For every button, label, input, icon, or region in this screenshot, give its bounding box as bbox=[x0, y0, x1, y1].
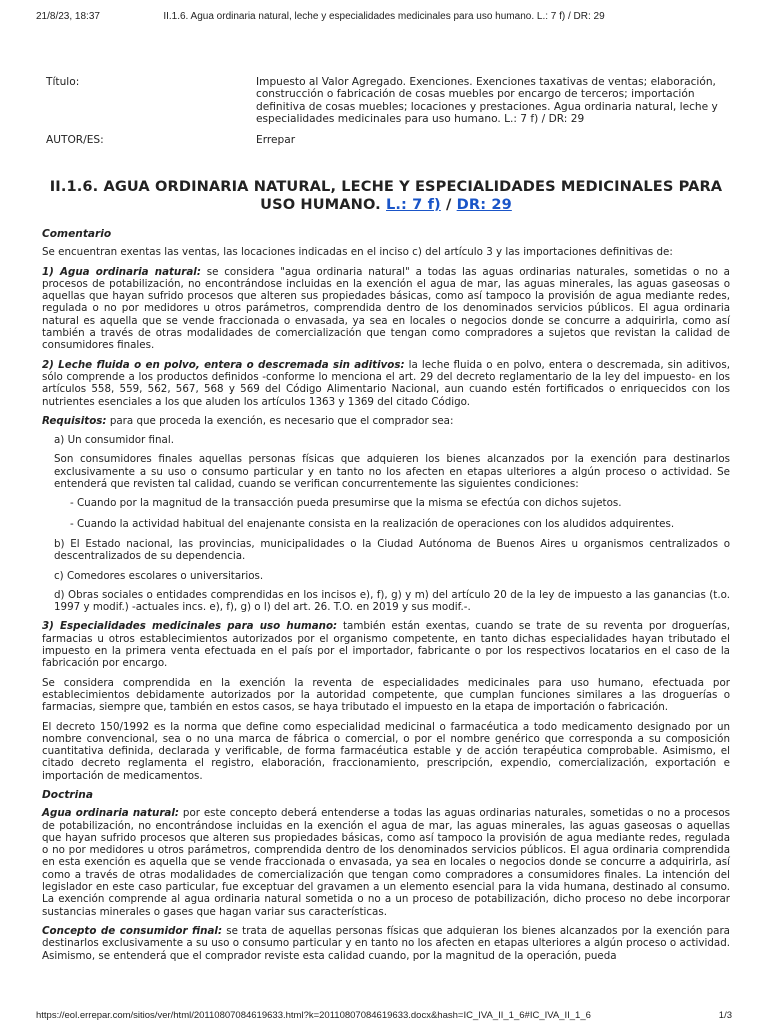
title-value: Impuesto al Valor Agregado. Exenciones. Exenciones taxativas de ventas; elaboración, construcción o fabricación de cosas muebles por encargo de terceros; importación definitiva de cosas muebles; locaciones y prestaciones. Agua ordinaria natural, leche y especialidades medicinales para uso humano. L.: 7 f) / DR: 29 bbox=[256, 76, 718, 126]
leche-lead: 2) Leche fluida o en polvo, entera o descremada sin aditivos: bbox=[42, 358, 405, 371]
print-title: II.1.6. Agua ordinaria natural, leche y especialidades medicinales para uso humano. L.: 7 f) / DR: 29 bbox=[163, 11, 605, 22]
heading-separator: / bbox=[446, 196, 452, 213]
especialidades-paragraph bbox=[42, 620, 730, 669]
leche-paragraph bbox=[42, 359, 730, 408]
author-row bbox=[46, 134, 726, 146]
consumidor-final-lead: Concepto de consumidor final: bbox=[42, 924, 223, 937]
consumidor-final-text: se trata de aquellas personas físicas que adquieran los bienes alcanzados por la exención para destinarlos exclusivamente a su uso o consumo particular y en tanto no los afecten en etapas ulteriores a algún proceso o actividad. Asimismo, se entenderá que el comprador reviste esta calidad cuando, por la magnitud de la operación, pueda bbox=[42, 924, 730, 962]
doctrina-agua-lead: Agua ordinaria natural: bbox=[42, 807, 180, 820]
page-number: 1/3 bbox=[718, 1010, 732, 1021]
leche-text: la leche fluida o en polvo, entera o descremada, sin aditivos, sólo comprende a los productos definidos -conforme lo menciona el art. 29 del decreto reglamentario de la ley del impuesto- en los artículos 558, 559, 562, 567, 568 y 569 del Código Alimentario Nacional, aun cuando estén fortificados o enriquecidos con los nutrientes esenciales a los que aluden los artículos 1363 y 1369 del citado Código. bbox=[42, 358, 730, 408]
especialidades-lead: 3) Especialidades medicinales para uso humano: bbox=[42, 620, 338, 633]
requisito-a-detail: Son consumidores finales aquellas personas físicas que adquieren los bienes alcanzados por la exención para destinarlos exclusivamente a su uso o consumo particular y en tanto no los afecten en etapas ulteriores a algún proceso o actividad. Se entenderá que revisten tal calidad, cuando se verifican concurrentemente las siguientes condiciones: bbox=[54, 453, 730, 491]
comentario-heading: Comentario bbox=[42, 228, 112, 240]
decree-link[interactable]: DR: 29 bbox=[456, 196, 512, 213]
requisito-d: d) Obras sociales o entidades comprendidas en los incisos e), f), g) y m) del artículo 20 de la ley de impuesto a las ganancias (t.o. 1997 y modif.) -actuales incs. e), f), g) o l) del art. 26. T.O. en 2019 y sus modif.-. bbox=[54, 588, 730, 614]
decreto-paragraph: El decreto 150/1992 es la norma que define como especialidad medicinal o farmacéutica a todo medicamento designado por un nombre convencional, sea o no una marca de fábrica o comercial, o por el nombre genérico que corresponda a su composición cuantitativa definida, declarada y verificable, de forma farmacéutica estable y de acción terapéutica comprobable. Asimismo, el citado decreto reglamenta el registro, elaboración, fraccionamiento, prescripción, expendio, comercialización, exportación e importación de medicamentos. bbox=[42, 720, 730, 782]
consumidor-final-paragraph bbox=[42, 925, 730, 962]
reventa-paragraph: Se considera comprendida en la exención la reventa de especialidades medicinales para uso humano, efectuada por establecimientos debidamente autorizados por la autoridad competente, que cumplan funciones similares a las droguerías o farmacias, siempre que, también en estos casos, se haya tributado el impuesto en la etapa de importación o fabricación. bbox=[42, 676, 730, 714]
requisitos-lead: Requisitos: bbox=[42, 414, 107, 427]
especialidades-text: también están exentas, cuando se trate de su reventa por droguerías, farmacias u otros establecimientos autorizados por el organismo competente, en tanto dichas especialidades hayan tributado el impuesto en la primera venta efectuada en el país por el importador, fabricante o por los respectivos locatarios en el caso de la fabricación por encargo. bbox=[42, 620, 730, 670]
agua-text: se considera "agua ordinaria natural" a todas las aguas ordinarias naturales, sometidas o no a procesos de potabilización, no encontrándose incluidas en la exención el agua de mar, las aguas minerales, las aguas gaseosas o aquellas que hayan sufrido procesos que alteren sus propiedades básicas, como así tampoco la provisión de agua mediante redes, regulada o no por medidores u otros parámetros, comprendida dentro de los denominados servicios públicos. El agua ordinaria natural es aquella que se vende fraccionada o envasada, ya sea en locales o negocios donde se concurre a adquirirla, como así también a través de otras modalidades de comercialización que tengan como compradores a sujetos que revistan la calidad de consumidores finales. bbox=[42, 265, 730, 352]
print-footer bbox=[0, 1010, 768, 1024]
doctrina-heading: Doctrina bbox=[42, 788, 93, 801]
article-content bbox=[42, 178, 730, 969]
requisitos-text: para que proceda la exención, es necesario que el comprador sea: bbox=[109, 414, 454, 427]
document-metadata bbox=[46, 76, 726, 154]
heading-text: II.1.6. AGUA ORDINARIA NATURAL, LECHE Y ESPECIALIDADES MEDICINALES PARA USO HUMANO. bbox=[49, 178, 723, 213]
requisito-a: a) Un consumidor final. bbox=[54, 434, 175, 447]
requisitos-paragraph bbox=[42, 415, 730, 427]
condition-item: - Cuando la actividad habitual del enajenante consista en la realización de operaciones con los aludidos adquirentes. bbox=[70, 517, 675, 530]
title-label: Título: bbox=[46, 76, 80, 88]
agua-lead: 1) Agua ordinaria natural: bbox=[42, 265, 201, 278]
doctrina-agua-paragraph bbox=[42, 807, 730, 918]
intro-paragraph: Se encuentran exentas las ventas, las locaciones indicadas en el inciso c) del artículo 3 y las importaciones definitivas de: bbox=[42, 246, 673, 259]
author-label: AUTOR/ES: bbox=[46, 133, 104, 146]
article-heading bbox=[42, 178, 730, 214]
print-header bbox=[0, 0, 768, 40]
agua-paragraph bbox=[42, 266, 730, 352]
author-value: Errepar bbox=[256, 133, 296, 146]
law-link[interactable]: L.: 7 f) bbox=[386, 196, 441, 213]
requisito-b: b) El Estado nacional, las provincias, municipalidades o la Ciudad Autónoma de Buenos Aires u organismos centralizados o descentralizados de su dependencia. bbox=[54, 537, 730, 563]
requisito-c: c) Comedores escolares o universitarios. bbox=[54, 569, 264, 582]
page-url: https://eol.errepar.com/sitios/ver/html/20110807084619633.html?k=20110807084619633.docx&hash=IC_IVA_II_1_6#IC_IVA_II_1_6 bbox=[36, 1010, 591, 1021]
condition-item: - Cuando por la magnitud de la transacción pueda presumirse que la misma se efectúa con dichos sujetos. bbox=[70, 497, 622, 510]
print-date: 21/8/23, 18:37 bbox=[36, 11, 100, 22]
doctrina-agua-text: por este concepto deberá entenderse a todas las aguas ordinarias naturales, sometidas o no a procesos de potabilización, no encontrándose incluidas en la exención el agua de mar, las aguas minerales, las aguas gaseosas o aquellas que hayan sufrido procesos que alteren sus propiedades básicas, como así tampoco la provisión de agua mediante redes, regulada o no por medidores u otros parámetros, comprendida dentro de los denominados servicios públicos. El agua ordinaria comprendida en esta exención es aquella que se vende fraccionada o envasada, ya sea en locales o negocios donde se concurre a adquirirla, así como a través de otras modalidades de comercialización que tengan como compradores a consumidores finales. La intención del legislador en este caso particular, fue exceptuar del gravamen a un elemento esencial para la vida humana, destinado al consumo. La exención comprende al agua ordinaria natural sometida o no a un proceso de potabilización, dicho proceso no debe incorporar sustancias minerales o gases que hagan variar sus características. bbox=[42, 807, 730, 918]
title-row bbox=[46, 76, 726, 126]
